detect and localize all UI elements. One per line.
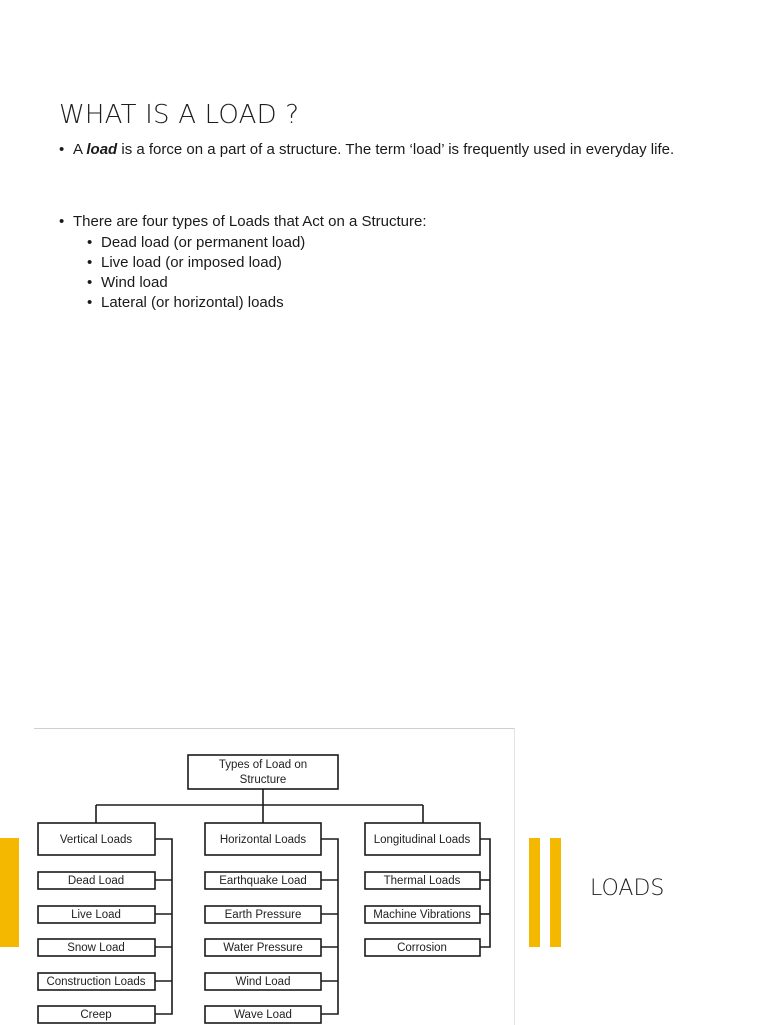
item-label: Wave Load bbox=[234, 1009, 292, 1021]
diagram-svg bbox=[34, 729, 514, 1025]
item-label: Earth Pressure bbox=[224, 909, 302, 921]
col1-bracket bbox=[155, 839, 172, 1014]
loads-label: LOADS bbox=[590, 876, 665, 901]
col3-bracket bbox=[480, 839, 490, 947]
accent-bar-right-2 bbox=[550, 838, 561, 947]
vertical-loads-label: Vertical Loads bbox=[59, 834, 133, 846]
bullet-definition bbox=[59, 140, 749, 160]
bullet-lead: A bbox=[73, 141, 87, 158]
item-label: Wind Load bbox=[235, 976, 291, 988]
list-item: • Live load (or imposed load) bbox=[87, 253, 749, 273]
list-item: • Wind load bbox=[87, 273, 749, 293]
item-label: Dead Load bbox=[67, 875, 125, 887]
list-item: • Lateral (or horizontal) loads bbox=[87, 293, 749, 313]
longitudinal-loads-label: Longitudinal Loads bbox=[373, 834, 471, 846]
item-label: Snow Load bbox=[67, 942, 125, 954]
col2-bracket bbox=[321, 839, 338, 1014]
item-label: Creep bbox=[80, 1009, 112, 1021]
item-label: Thermal Loads bbox=[383, 875, 461, 887]
item-label: Corrosion bbox=[397, 942, 447, 954]
accent-bar-left bbox=[0, 838, 19, 947]
root-label-line2: Structure bbox=[239, 774, 287, 786]
item-label: Machine Vibrations bbox=[373, 909, 471, 921]
load-types-list bbox=[73, 233, 749, 313]
root-label-line1: Types of Load on bbox=[218, 759, 308, 771]
item-label: Construction Loads bbox=[46, 976, 146, 988]
load-types-diagram bbox=[34, 728, 515, 1025]
horizontal-loads-label: Horizontal Loads bbox=[219, 834, 307, 846]
accent-bar-right-1 bbox=[529, 838, 540, 947]
bullet-list bbox=[59, 140, 749, 313]
item-label: Live Load bbox=[71, 909, 121, 921]
item-label: Earthquake Load bbox=[219, 875, 307, 887]
list-item: • Dead load (or permanent load) bbox=[87, 233, 749, 253]
item-label: Water Pressure bbox=[223, 942, 303, 954]
bullet-types-text: There are four types of Loads that Act on a Structure: bbox=[73, 213, 427, 230]
bullet-rest: is a force on a part of a structure. The term ‘load’ is frequently used in everyday life. bbox=[117, 141, 675, 158]
bullet-bold-word: load bbox=[86, 141, 118, 158]
slide-title: WHAT IS A LOAD ? bbox=[59, 100, 300, 130]
bullet-types bbox=[59, 212, 749, 313]
